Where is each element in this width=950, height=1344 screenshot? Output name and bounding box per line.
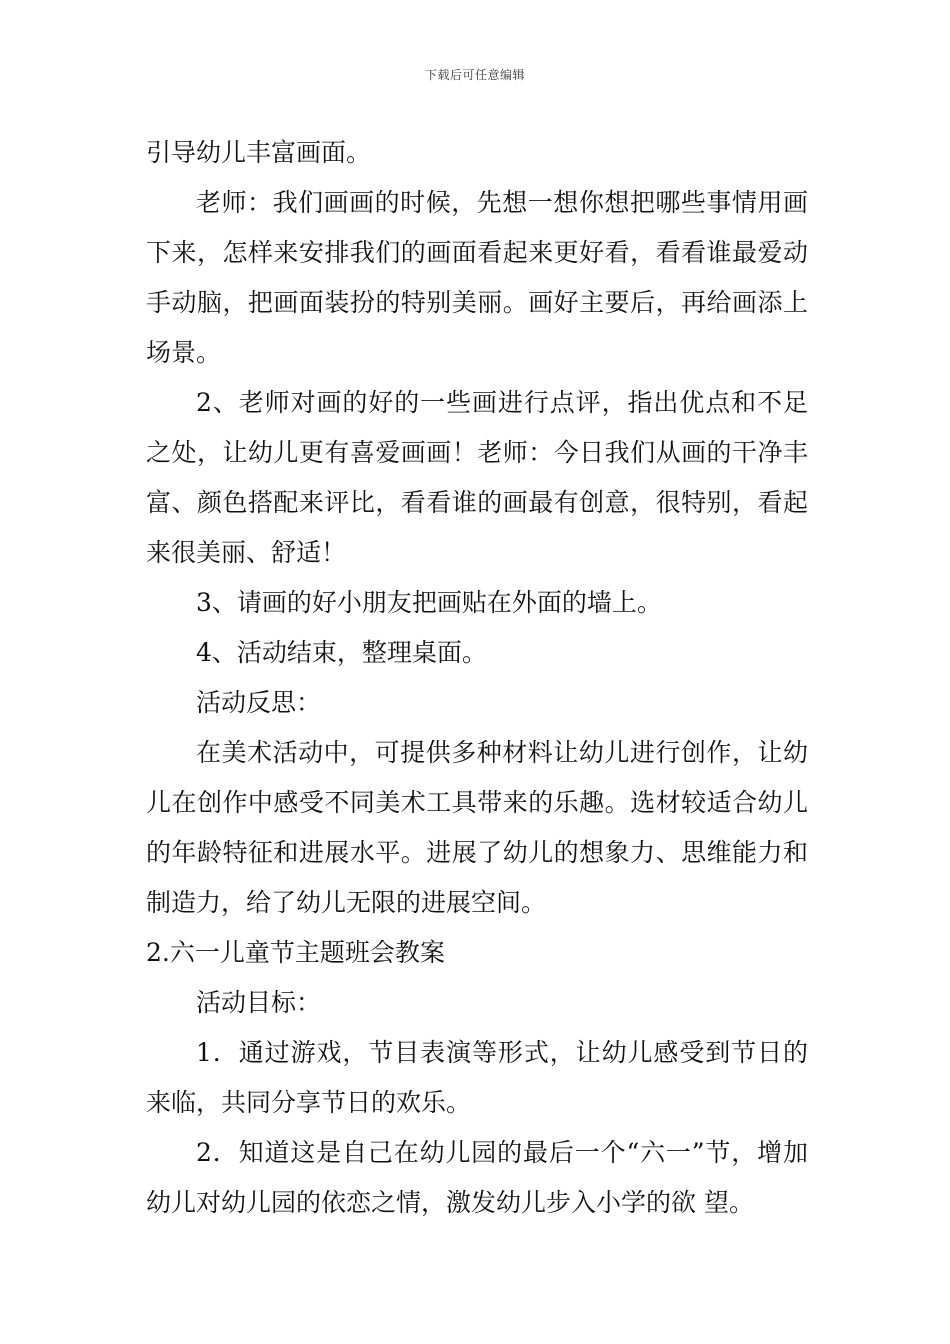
paragraph-7: 在美术活动中，可提供多种材料让幼儿进行创作，让幼儿在创作中感受不同美术工具带来的乐趣。选材较适合幼儿的年龄特征和进展水平。进展了幼儿的想象力、思维能力和制造力，给了幼儿无限的进展空间。	[146, 738, 808, 917]
paragraph-10: 1．通过游戏，节目表演等形式，让幼儿感受到节日的来临，共同分享节日的欢乐。	[146, 1038, 808, 1117]
section-heading: 2.六一儿童节主题班会教案	[146, 938, 445, 967]
page-header: 下载后可任意编辑	[424, 68, 525, 82]
paragraph-9: 活动目标：	[196, 988, 322, 1017]
paragraph-3: 2、老师对画的好的一些画进行点评，指出优点和不足之处，让幼儿更有喜爱画画！老师：今日我们从画的干净丰富、颜色搭配来评比，看看谁的画最有创意，很特别，看起来很美丽、舒适！	[146, 388, 808, 567]
paragraph-11: 2．知道这是自己在幼儿园的最后一个“六一”节，增加幼儿对幼儿园的依恋之情，激发幼儿步入小学的欲 望。	[146, 1138, 808, 1217]
paragraph-1: 引导幼儿丰富画面。	[146, 138, 372, 167]
document-body	[146, 128, 808, 1228]
paragraph-5: 4、活动结束，整理桌面。	[196, 638, 487, 667]
paragraph-4: 3、请画的好小朋友把画贴在外面的墙上。	[196, 588, 662, 617]
paragraph-6: 活动反思：	[196, 688, 322, 717]
paragraph-2: 老师：我们画画的时候，先想一想你想把哪些事情用画下来，怎样来安排我们的画面看起来更好看，看看谁最爱动手动脑，把画面装扮的特别美丽。画好主要后，再给画添上场景。	[146, 188, 808, 367]
